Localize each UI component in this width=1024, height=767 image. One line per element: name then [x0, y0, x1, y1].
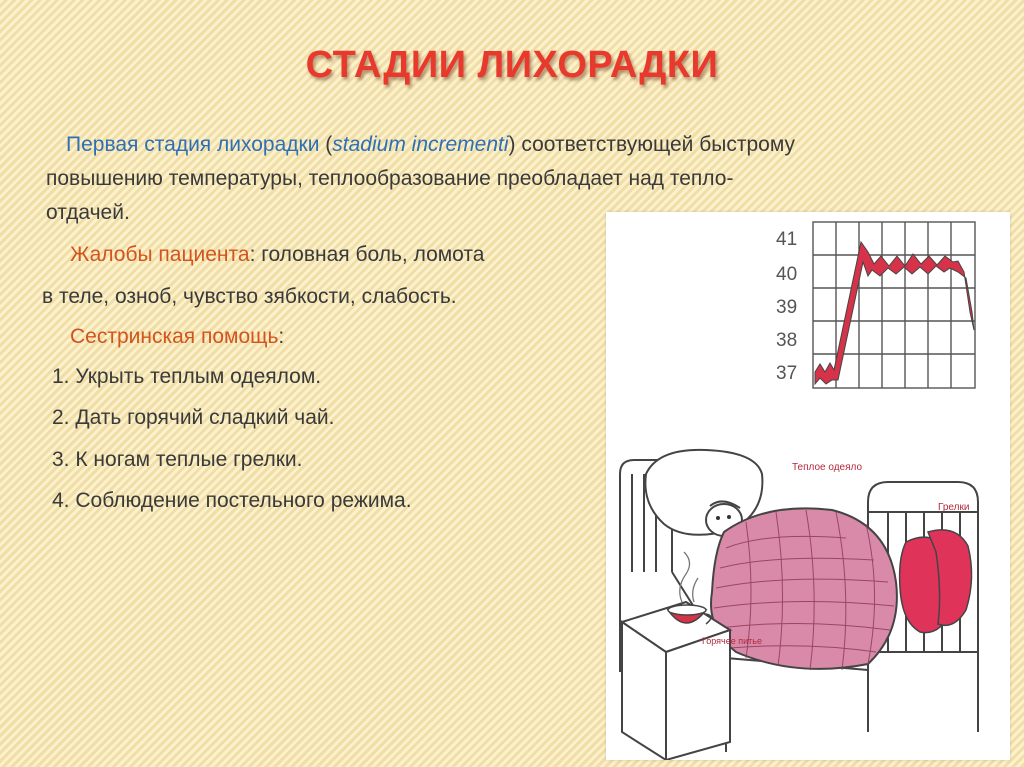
nursing-label: Сестринская помощь [70, 325, 279, 348]
complaints-label: Жалобы пациента [70, 243, 250, 266]
intro-lead: Первая стадия лихорадки [66, 133, 320, 156]
y-tick-37: 37 [776, 363, 798, 384]
complaints-text: : головная боль, ломота [249, 243, 485, 266]
slide-title: СТАДИИ ЛИХОРАДКИ [305, 44, 719, 86]
label-hot-water-bottles: Грелки [938, 502, 970, 513]
illustration-svg [606, 212, 1010, 760]
intro-line-2: повышению температуры, теплообразование преобладает над тепло- [46, 167, 734, 190]
nursing-heading: Сестринская помощь: [70, 325, 285, 348]
y-tick-38: 38 [776, 330, 798, 351]
intro-rest: ) соответствующей быстрому [508, 133, 796, 156]
label-hot-drink: Горячее питье [702, 636, 762, 646]
label-warm-blanket: Теплое одеяло [792, 462, 863, 473]
complaints-line-2: в теле, озноб, чувство зябкости, слабость. [42, 285, 457, 308]
nursing-item-3: 3. К ногам теплые грелки. [52, 448, 303, 471]
bedside-table [622, 602, 730, 760]
hot-water-bottles [900, 530, 972, 633]
fever-illustration [606, 212, 1010, 760]
complaints-paragraph [42, 238, 606, 314]
nursing-item-2: 2. Дать горячий сладкий чай. [52, 406, 335, 429]
intro-line-3: отдачей. [46, 201, 130, 224]
intro-latin-term: stadium incrementi [332, 133, 509, 156]
temperature-chart [776, 222, 975, 388]
intro-paren-open: ( [319, 133, 333, 156]
temperature-curve [815, 242, 974, 384]
nursing-item-4: 4. Соблюдение постельного режима. [52, 489, 412, 512]
y-tick-39: 39 [776, 297, 798, 318]
y-tick-41: 41 [776, 229, 798, 250]
nursing-item-1: 1. Укрыть теплым одеялом. [52, 365, 322, 388]
y-tick-40: 40 [776, 264, 798, 285]
